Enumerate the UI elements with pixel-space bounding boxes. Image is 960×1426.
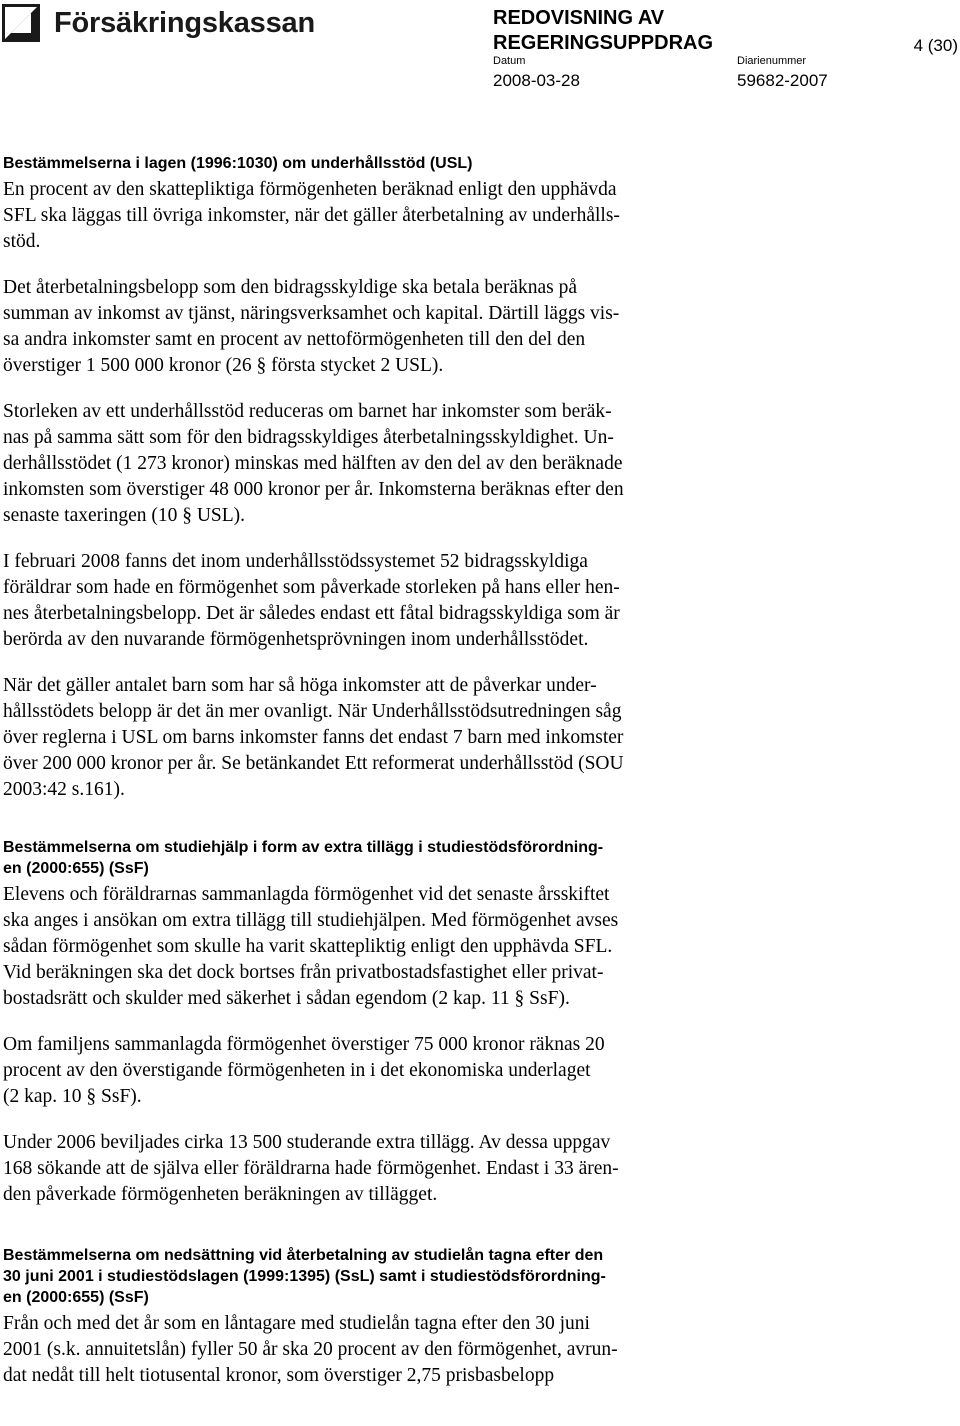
paragraph: Från och med det år som en låntagare med studielån tagna efter den 30 juni 2001 (s.k. annuitetslån) fyller 50 år ska 20 procent av den förmögenhet, avrun- dat nedåt till helt tiotusental kronor, som överstiger 2,75 prisbasbelopp <box>3 1313 618 1386</box>
section-usl <box>3 153 725 803</box>
section-heading: Bestämmelserna om nedsättning vid återbetalning av studielån tagna efter den 30 juni 2001 i studiestödslagen (1999:1395) (SsL) samt i studiestödsförordning- en (2000:655) (SsF) <box>3 1247 606 1306</box>
report-title-line-2: REGERINGSUPPDRAG <box>493 32 714 54</box>
diarienummer-value: 59682-2007 <box>737 71 828 90</box>
section-heading: Bestämmelserna om studiehjälp i form av extra tillägg i studiestödsförordning- en (2000:655) (SsF) <box>3 839 604 877</box>
report-title <box>493 6 713 56</box>
section-heading: Bestämmelserna i lagen (1996:1030) om underhållsstöd (USL) <box>3 155 473 172</box>
document-body <box>3 153 725 1389</box>
logo-text: Försäkringskassan <box>54 6 315 39</box>
forsakringskassan-logo-icon <box>2 4 40 42</box>
section-ssl-nedsattning <box>3 1245 725 1389</box>
paragraph: Det återbetalningsbelopp som den bidragsskyldige ska betala beräknas på summan av inkomst av tjänst, näringsverksamhet och kapital. Därtill läggs vis- sa andra inkomster samt en procent av nettoförmögenheten till den del den överstiger 1 500 000 kronor (26 § första stycket 2 USL). <box>3 277 620 376</box>
page-number: 4 (30) <box>913 36 958 55</box>
logo <box>2 2 315 44</box>
section-ssf-extra-tillagg <box>3 837 725 1208</box>
paragraph: Om familjens sammanlagda förmögenhet överstiger 75 000 kronor räknas 20 procent av den överstigande förmögenheten in i det ekonomiska underlaget (2 kap. 10 § SsF). <box>3 1034 605 1107</box>
paragraph: När det gäller antalet barn som har så höga inkomster att de påverkar under- hållsstödets belopp är det än mer ovanligt. När Underhållsstödsutredningen såg över reglerna i USL om barns inkomster fanns det endast 7 barn med inkomster över 200 000 kronor per år. Se betänkandet Ett reformerat underhållsstöd (SOU 2003:42 s.161). <box>3 675 624 800</box>
paragraph: I februari 2008 fanns det inom underhållsstödssystemet 52 bidragsskyldiga föräldrar som hade en förmögenhet som påverkade storleken på hans eller hen- nes återbetalningsbelopp. Det är således endast ett fåtal bidragsskyldiga som är berörda av den nuvarande förmögenhetsprövningen inom underhållsstödet. <box>3 551 620 650</box>
date-value: 2008-03-28 <box>493 71 580 90</box>
report-title-line-1: REDOVISNING AV <box>493 7 665 29</box>
paragraph: Elevens och föräldrarnas sammanlagda förmögenhet vid det senaste årsskiftet ska anges i ansökan om extra tillägg till studiehjälpen. Med förmögenhet avses sådan förmögenhet som skulle ha varit skattepliktig enligt den upphävda SFL. Vid beräkningen ska det dock bortses från privatbostadsfastighet eller privat- bostadsrätt och skulder med säkerhet i sådan egendom (2 kap. 11 § SsF). <box>3 884 619 1009</box>
paragraph: En procent av den skattepliktiga förmögenheten beräknad enligt den upphävda SFL ska läggas till övriga inkomster, när det gäller återbetalning av underhålls- stöd. <box>3 179 620 252</box>
diarienummer-label: Diarienummer <box>737 55 807 67</box>
paragraph: Storleken av ett underhållsstöd reduceras om barnet har inkomster som beräk- nas på samma sätt som för den bidragsskyldiges återbetalningsskyldighet. Un- derhållsstödet (1 273 kronor) minskas med hälften av den del av den beräknade inkomsten som överstiger 48 000 kronor per år. Inkomsterna beräknas efter den senaste taxeringen (10 § USL). <box>3 401 624 526</box>
date-label: Datum <box>493 55 526 67</box>
paragraph: Under 2006 beviljades cirka 13 500 studerande extra tillägg. Av dessa uppgav 168 sökande att de själva eller föräldrarna hade förmögenhet. Endast i 33 ären- den påverkade förmögenheten beräkningen av tillägget. <box>3 1132 619 1205</box>
